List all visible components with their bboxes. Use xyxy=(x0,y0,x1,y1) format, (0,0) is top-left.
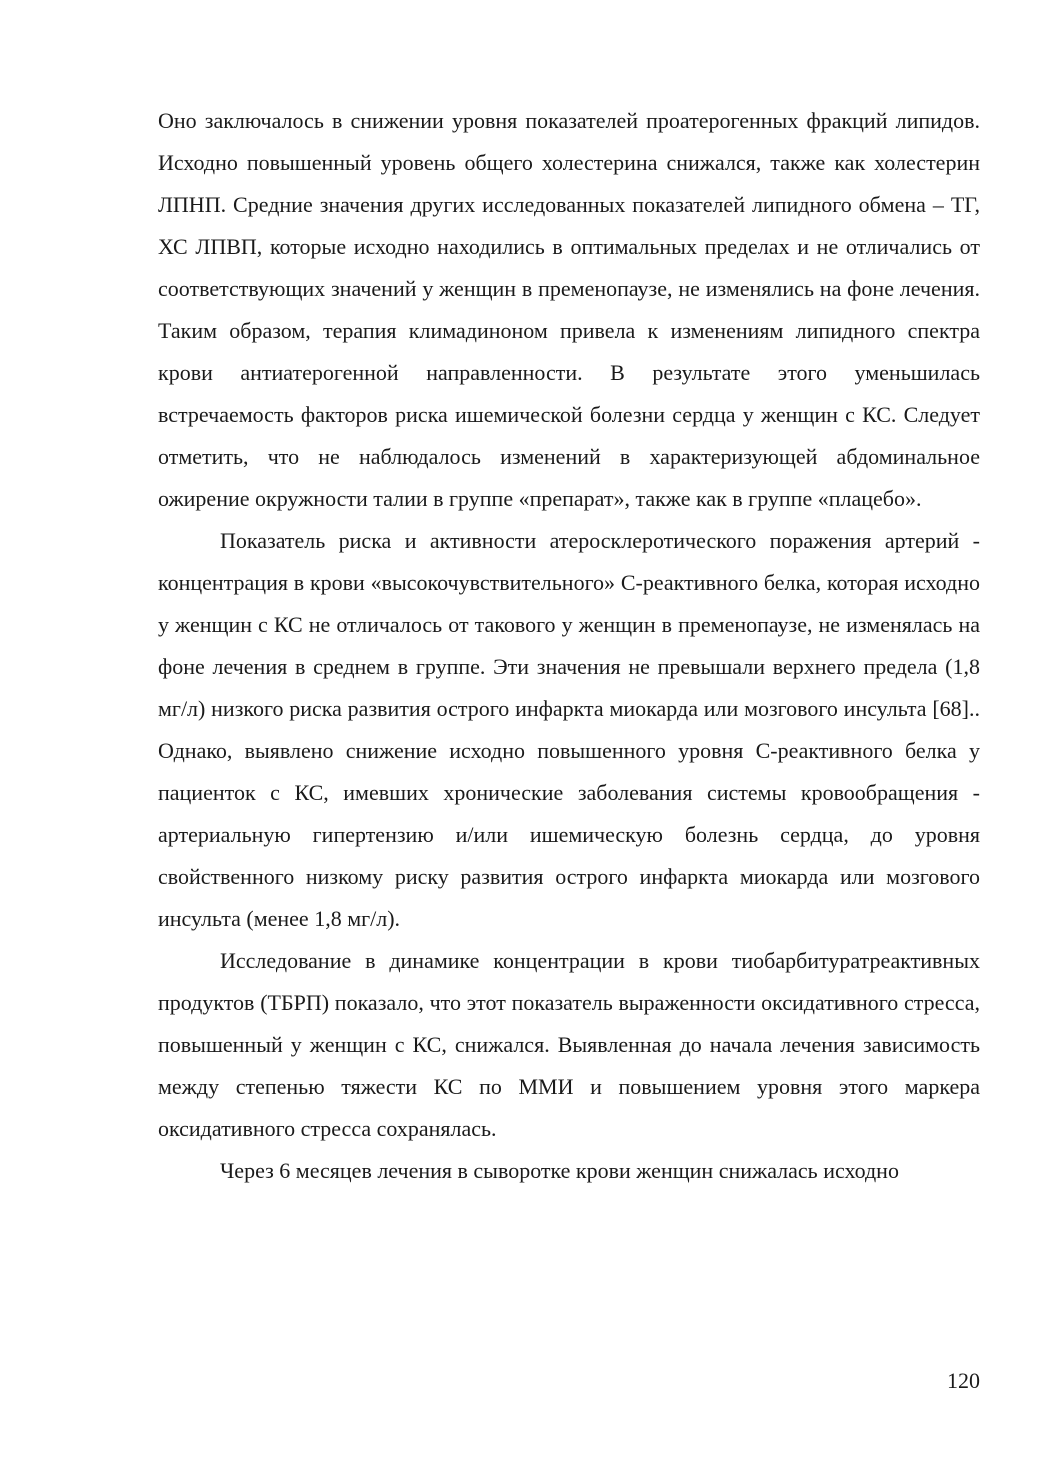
paragraph-oxidative-stress: Исследование в динамике концентрации в крови тиобарбитуратреактивных продуктов (ТБРП) показало, что этот показатель выраженности оксидативного стресса, повышенный у женщин с КС, снижался. Выявленная до начала лечения зависимость между степенью тяжести КС по ММИ и повышением уровня этого маркера оксидативного стресса сохранялась. xyxy=(158,948,980,1141)
body-text xyxy=(158,100,980,1192)
page-number: 120 xyxy=(947,1368,980,1393)
paragraph-c-reactive-protein: Показатель риска и активности атеросклеротического поражения артерий - концентрация в крови «высокочувствительного» С-реактивного белка, которая исходно у женщин с КС не отличалось от такового у женщин в пременопаузе, не изменялась на фоне лечения в среднем в группе. Эти значения не превышали верхнего предела (1,8 мг/л) низкого риска развития острого инфаркта миокарда или мозгового инсульта [68].. Однако, выявлено снижение исходно повышенного уровня С-реактивного белка у пациенток с КС, имевших хронические заболевания системы кровообращения - артериальную гипертензию и/или ишемическую болезнь сердца, до уровня свойственного низкому риску развития острого инфаркта миокарда или мозгового инсульта (менее 1,8 мг/л). xyxy=(158,528,980,931)
paragraph-lipids: Оно заключалось в снижении уровня показателей проатерогенных фракций липидов. Исходно повышенный уровень общего холестерина снижался, также как холестерин ЛПНП. Средние значения других исследованных показателей липидного обмена – ТГ, ХС ЛПВП, которые исходно находились в оптимальных пределах и не отличались от соответствующих значений у женщин в пременопаузе, не изменялись на фоне лечения. Таким образом, терапия климадиноном привела к изменениям липидного спектра крови антиатерогенной направленности. В результате этого уменьшилась встречаемость факторов риска ишемической болезни сердца у женщин с КС. Следует отметить, что не наблюдалось изменений в характеризующей абдоминальное ожирение окружности талии в группе «препарат», также как в группе «плацебо». xyxy=(158,108,980,511)
paragraph-six-months: Через 6 месяцев лечения в сыворотке крови женщин снижалась исходно xyxy=(220,1158,899,1183)
